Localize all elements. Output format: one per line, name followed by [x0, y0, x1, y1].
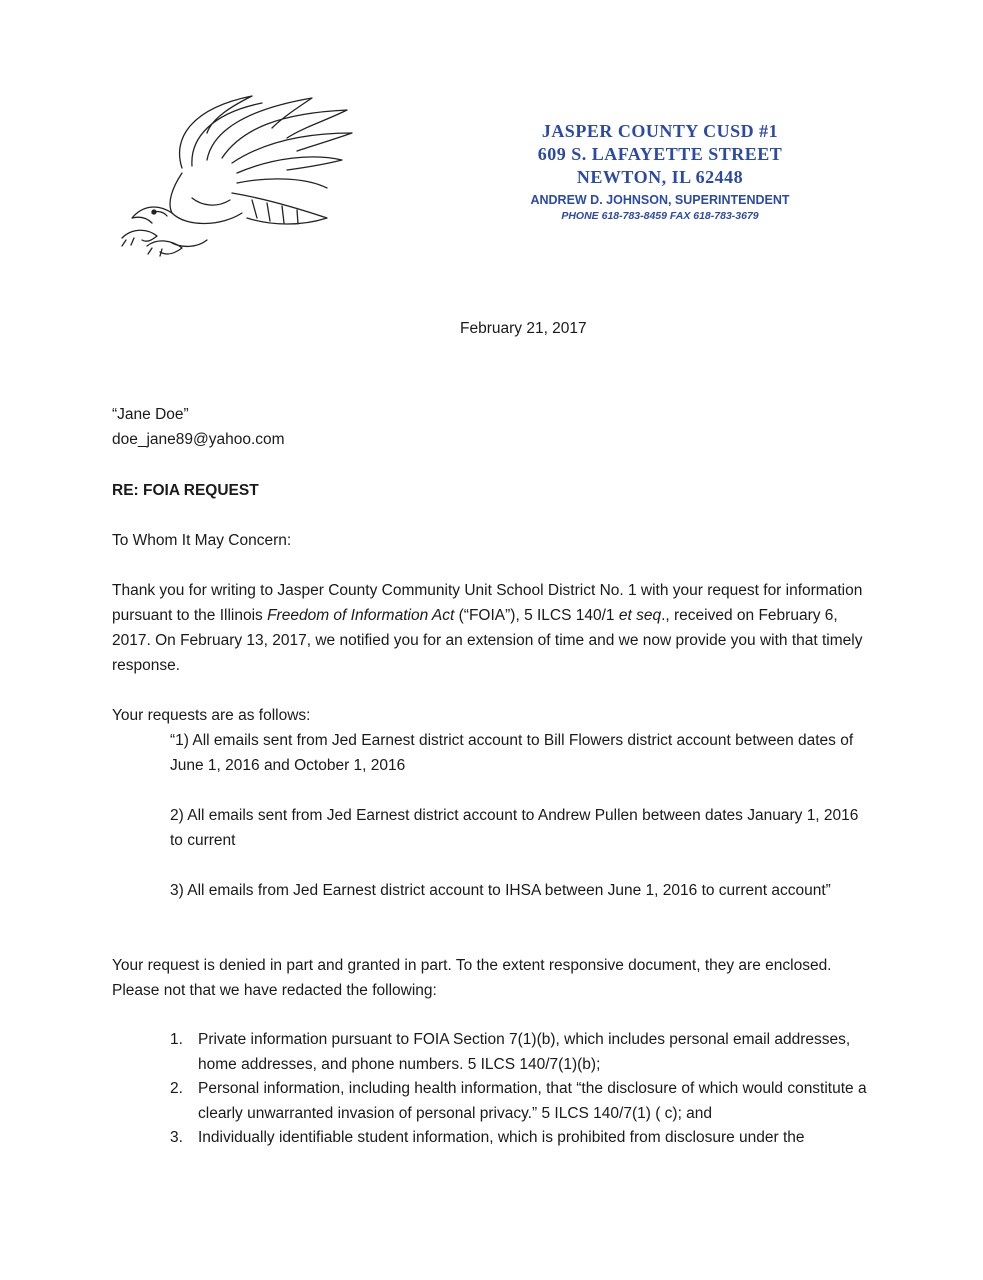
recipient-email: doe_jane89@yahoo.com [112, 431, 285, 448]
intro-text-1: Thank you for writing to Jasper County Community Unit School District No. 1 with your request for information pursuant to the Illinois [112, 582, 863, 624]
response-paragraph: Your request is denied in part and granted in part. To the extent responsive document, they are enclosed. Please not that we have redacted the following: [112, 957, 832, 999]
list-item [170, 1126, 870, 1151]
recipient-block [112, 402, 872, 452]
superintendent-name: ANDREW D. JOHNSON, SUPERINTENDENT [530, 193, 790, 207]
redaction-list [170, 1028, 870, 1151]
phone-fax: PHONE 618-783-8459 FAX 618-783-3679 [561, 210, 759, 222]
list-number: 2. [170, 1080, 183, 1097]
et-seq: et seq [618, 607, 662, 624]
letter-date: February 21, 2017 [460, 320, 587, 337]
list-number: 3. [170, 1129, 183, 1146]
list-item [170, 1077, 870, 1126]
street-address: 609 S. LAFAYETTE STREET [537, 144, 783, 164]
request-item-3: 3) All emails from Jed Earnest district account to IHSA between June 1, 2016 to current account” [170, 882, 831, 899]
intro-text-3: ., received on February 6, 2017. On February 13, 2017, we notified you for an extension of time and we now provide you with that timely response. [112, 607, 863, 674]
request-item-1: “1) All emails sent from Jed Earnest district account to Bill Flowers district account between dates of June 1, 2016 and October 1, 2016 [170, 732, 854, 774]
recipient-name: “Jane Doe” [112, 406, 189, 423]
list-item [170, 1028, 870, 1077]
salutation: To Whom It May Concern: [112, 532, 292, 549]
district-name: JASPER COUNTY CUSD #1 [541, 121, 779, 141]
requests-intro: Your requests are as follows: [112, 707, 311, 724]
list-text: Private information pursuant to FOIA Section 7(1)(b), which includes personal email addresses, home addresses, and phone numbers. 5 ILCS 140/7(1)(b); [198, 1031, 851, 1073]
list-number: 1. [170, 1031, 183, 1048]
intro-text-2: (“FOIA”), 5 ILCS 140/1 [454, 607, 619, 624]
city-state-zip: NEWTON, IL 62448 [576, 167, 744, 187]
act-name: Freedom of Information Act [267, 607, 455, 624]
eagle-icon [112, 88, 362, 268]
intro-paragraph [112, 578, 872, 678]
list-text: Individually identifiable student information, which is prohibited from disclosure under the [198, 1129, 805, 1146]
request-item-2: 2) All emails sent from Jed Earnest district account to Andrew Pullen between dates January 1, 2016 to current [170, 807, 859, 849]
eagle-logo [112, 88, 362, 268]
list-text: Personal information, including health information, that “the disclosure of which would constitute a clearly unwarranted invasion of personal privacy.” 5 ILCS 140/7(1) ( c); and [198, 1080, 867, 1122]
letterhead [500, 120, 820, 223]
re-line: RE: FOIA REQUEST [112, 482, 259, 499]
